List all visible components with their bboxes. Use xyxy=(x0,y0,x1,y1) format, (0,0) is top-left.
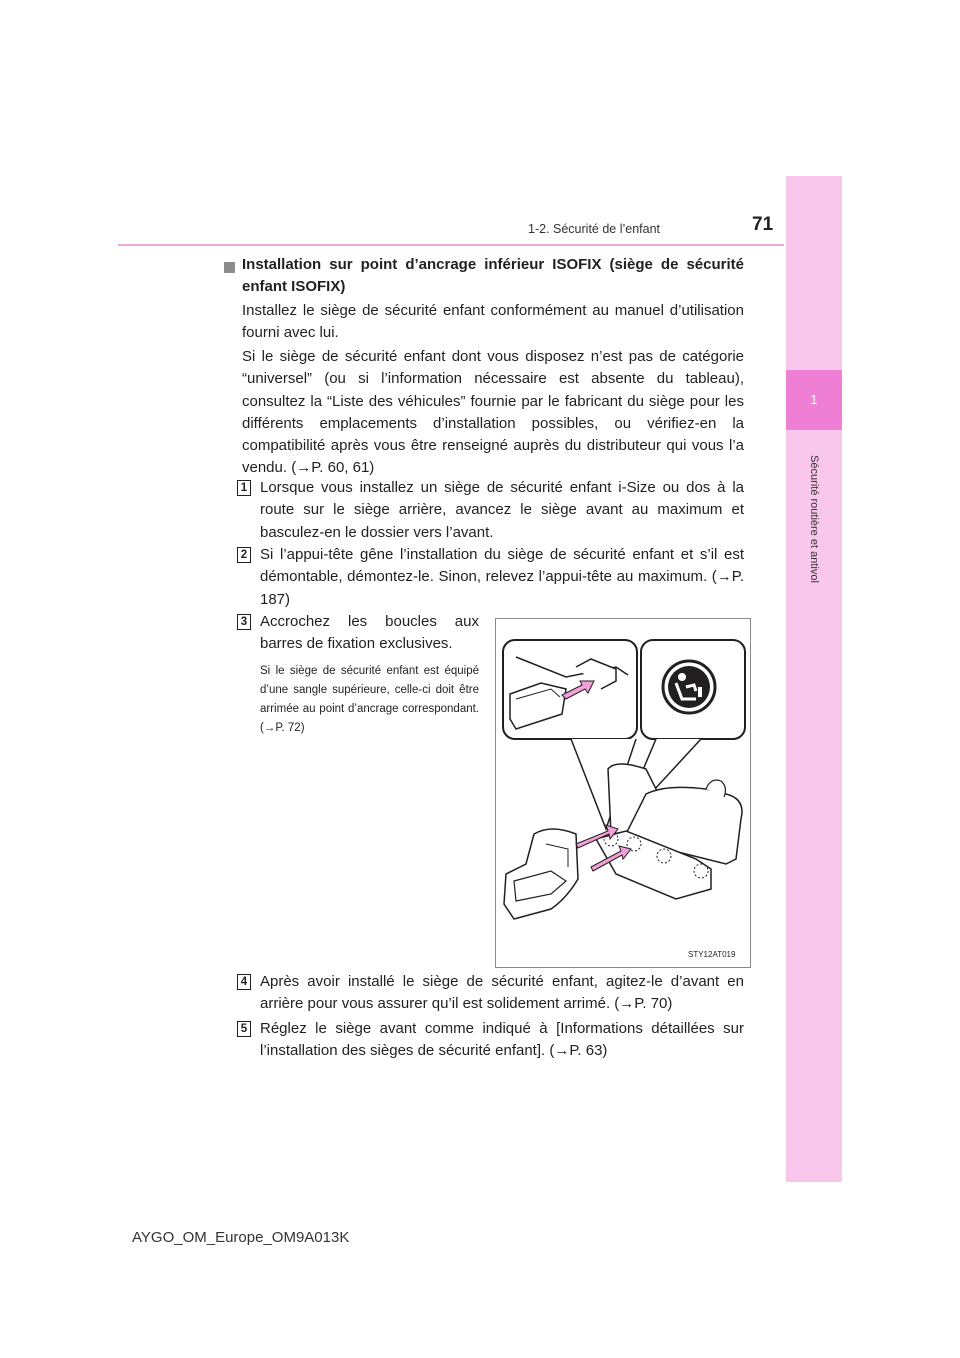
step-number: 2 xyxy=(237,547,251,563)
chapter-sidebar xyxy=(786,176,842,1182)
document-footer: AYGO_OM_Europe_OM9A013K xyxy=(132,1229,350,1246)
isofix-symbol-icon xyxy=(641,640,745,739)
step-text: Réglez le siège avant comme indiqué à [Informations détaillées sur l’installation des sièges de sécurité enfant]. (→P. 63) xyxy=(260,1020,744,1060)
step-number: 5 xyxy=(237,1021,251,1037)
step-number: 1 xyxy=(237,480,251,496)
step-text: Accrochez les boucles aux barres de fixation exclusives. xyxy=(260,613,479,653)
illustration-code: STY12AT019 xyxy=(688,950,736,959)
isofix-anchor-detail-icon xyxy=(503,640,637,739)
step-number: 4 xyxy=(237,974,251,990)
heading-bullet-icon xyxy=(224,262,235,273)
step-note: Si le siège de sécurité enfant est équipé d’une sangle supérieure, celle-ci doit être arrimée au point d’ancrage correspondant. (→P. 72) xyxy=(260,665,479,734)
header-rule xyxy=(118,244,784,246)
section-title: 1-2. Sécurité de l’enfant xyxy=(528,222,661,236)
chapter-title: Sécurité routière et antivol xyxy=(808,455,820,583)
rear-seat-icon xyxy=(596,764,742,899)
page-number: 71 xyxy=(752,214,774,235)
intro-paragraph: Installez le siège de sécurité enfant conformément au manuel d’utilisation fourni avec lui. xyxy=(242,302,744,342)
step-text: Après avoir installé le siège de sécurité enfant, agitez-le d’avant en arrière pour vous assurer qu’il est solidement arrimé. (→P. 70) xyxy=(260,973,744,1013)
child-seat-icon xyxy=(504,829,578,919)
intro-paragraph: Si le siège de sécurité enfant dont vous disposez n’est pas de catégorie “universel” (ou si l’information nécessaire est absente du tableau), consultez la “Liste des véhicules” fournie par le fabricant du siège pour les différents emplacements d’installation possibles, ou vérifiez-en la compatibilité après vous être renseigné auprès du distributeur qui vous l’a vendu. (→P. 60, 61) xyxy=(242,348,744,477)
step-text: Lorsque vous installez un siège de sécurité enfant i-Size ou dos à la route sur le siège arrière, avancez le siège avant au maximum et basculez-en le dossier vers l’avant. xyxy=(260,479,744,541)
isofix-illustration xyxy=(495,618,751,968)
step-text: Si l’appui-tête gêne l’installation du siège de sécurité enfant et s’il est démontable, démontez-le. Sinon, relevez l’appui-tête au maximum. (→P. 187) xyxy=(260,546,744,608)
section-heading: Installation sur point d’ancrage inférieur ISOFIX (siège de sécurité enfant ISOFIX) xyxy=(242,256,744,296)
chapter-number: 1 xyxy=(810,392,818,407)
step-number: 3 xyxy=(237,614,251,630)
